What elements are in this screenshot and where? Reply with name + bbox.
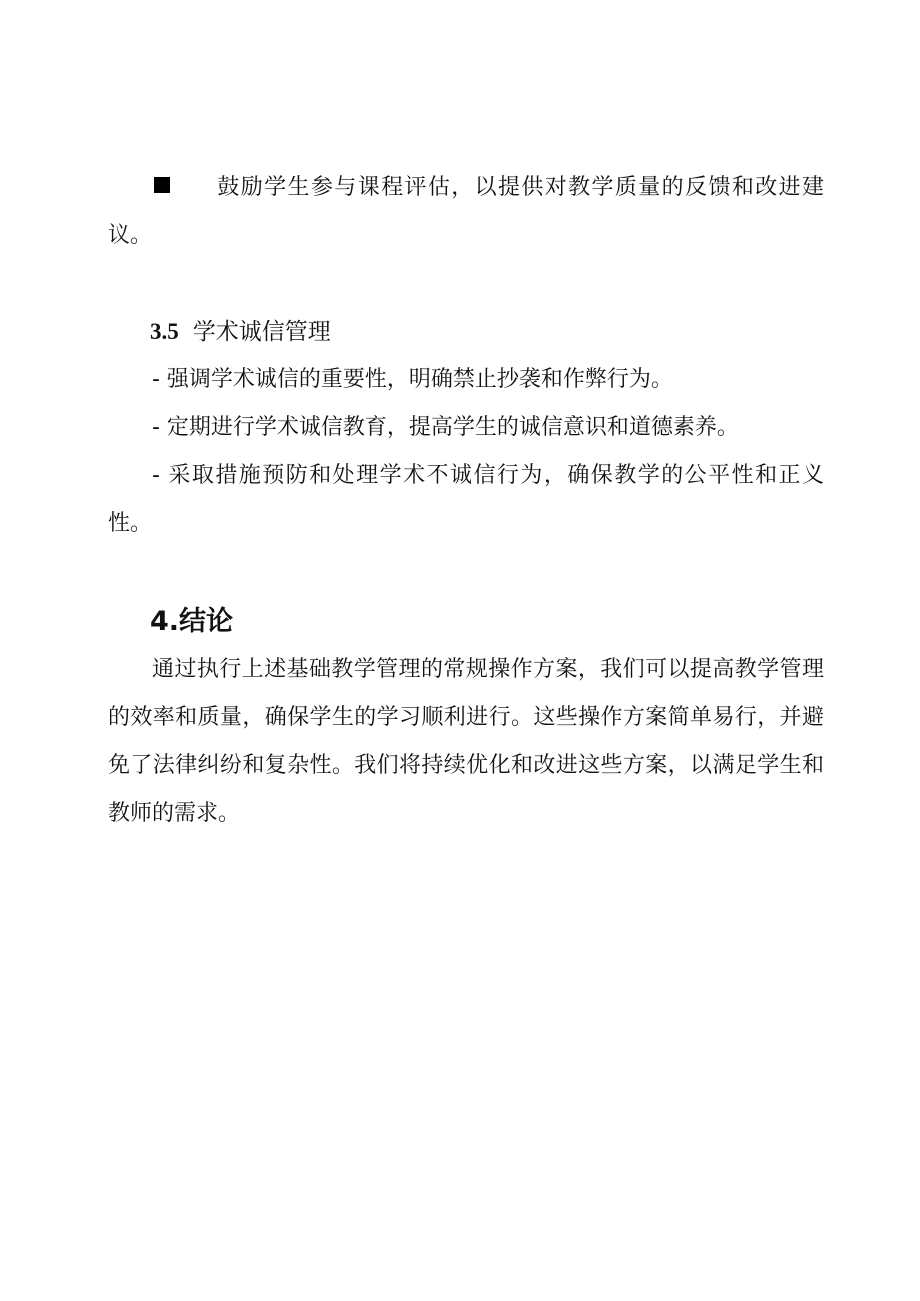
list-item: - 采取措施预防和处理学术不诚信行为，确保教学的公平性和正义性。 bbox=[108, 463, 824, 536]
integrity-list bbox=[108, 356, 824, 548]
section-heading-conclusion: 4.结论 bbox=[150, 606, 234, 637]
list-item: - 强调学术诚信的重要性，明确禁止抄袭和作弊行为。 bbox=[152, 367, 673, 392]
section-heading-3-5 bbox=[150, 312, 331, 352]
section-number: 3.5 bbox=[150, 319, 179, 344]
black-square-icon bbox=[154, 177, 170, 193]
bullet-text: 鼓励学生参与课程评估，以提供对教学质量的反馈和改进建议。 bbox=[108, 175, 824, 248]
list-item: - 定期进行学术诚信教育，提高学生的诚信意识和道德素养。 bbox=[152, 415, 739, 440]
conclusion-paragraph: 通过执行上述基础教学管理的常规操作方案，我们可以提高教学管理的效率和质量，确保学生的学习顺利进行。这些操作方案简单易行，并避免了法律纠纷和复杂性。我们将持续优化和改进这些方案，以满足学生和教师的需求。 bbox=[108, 657, 824, 826]
section-title: 学术诚信管理 bbox=[192, 319, 331, 345]
bullet-paragraph bbox=[108, 164, 824, 260]
